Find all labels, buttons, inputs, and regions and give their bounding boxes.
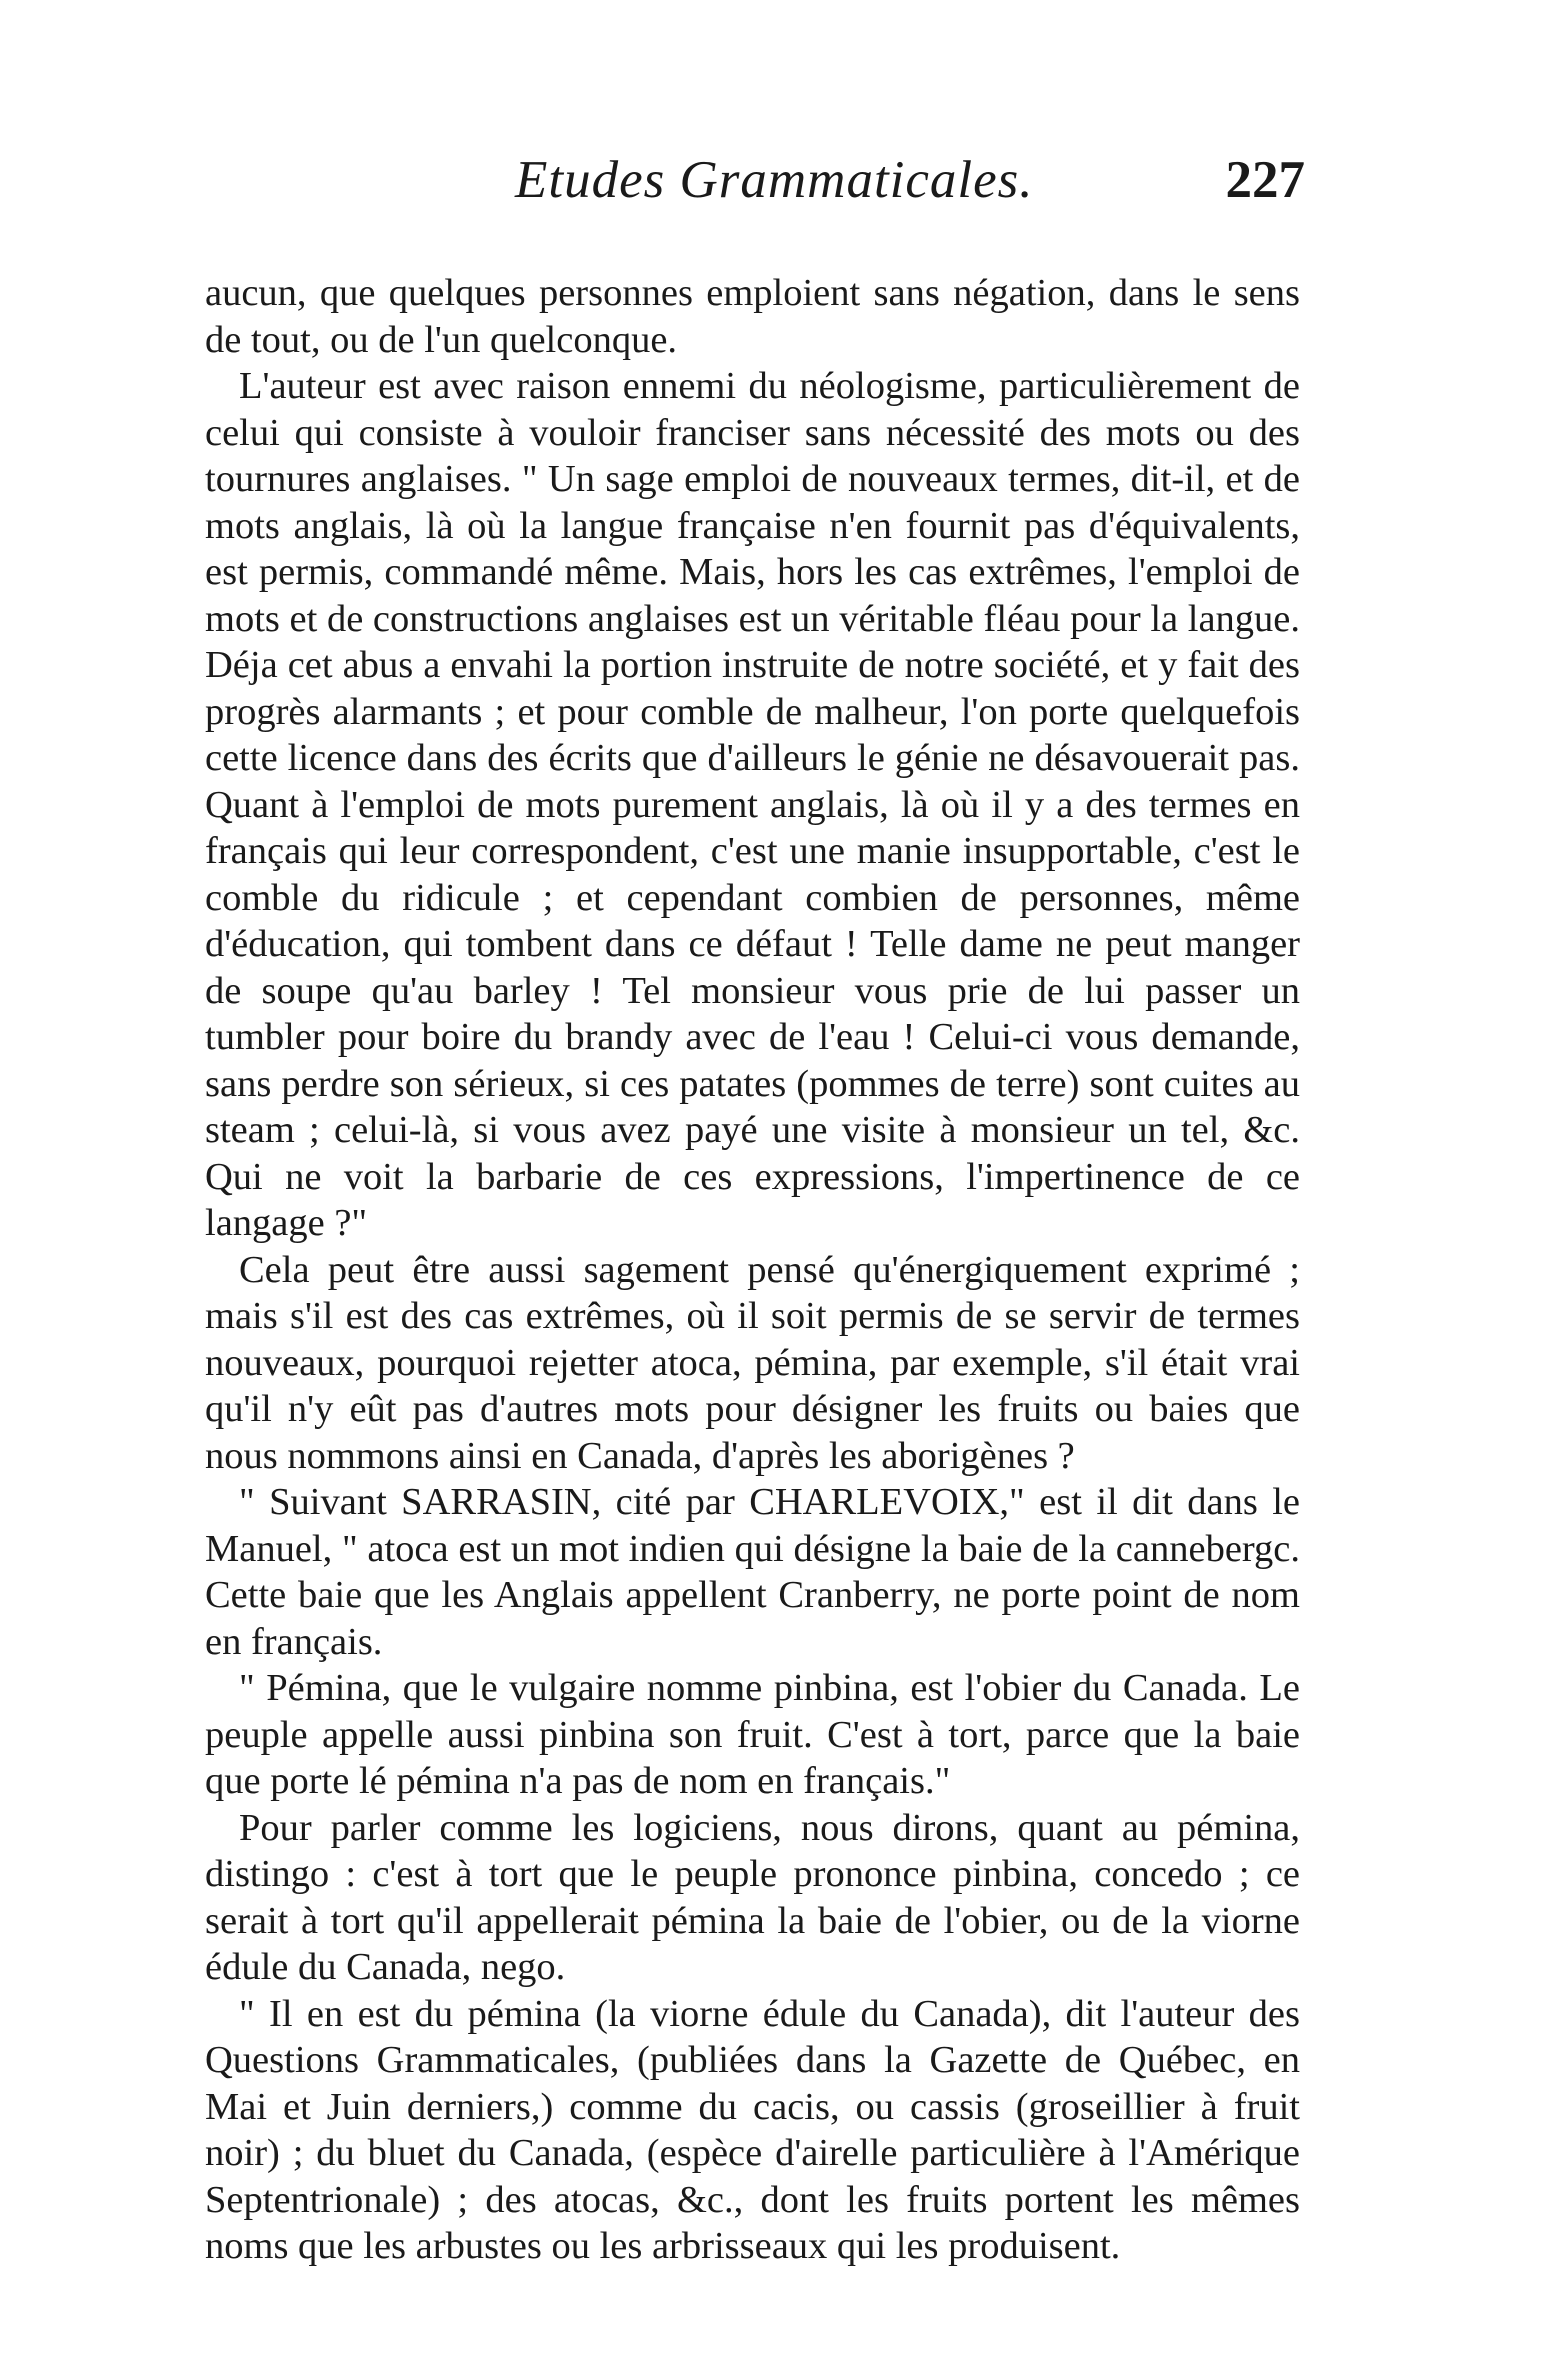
running-head (205, 150, 1305, 230)
paragraph-continued-aucun: aucun, que quelques personnes emploient sans négation, dans le sens de tout, ou de l'un quelconque. (205, 272, 1300, 361)
text-body (205, 270, 1300, 2270)
paragraph-neologisme: L'auteur est avec raison ennemi du néologisme, particulièrement de celui qui consiste à vouloir franciser sans nécessité des mots ou des tournures anglaises. " Un sage emploi de nouveaux termes, dit-il, et de mots anglais, là où la langue française n'en fournit pas d'équivalents, est permis, commandé même. Mais, hors les cas extrêmes, l'emploi de mots et de constructions anglaises est un véritable fléau pour la langue. Déja cet abus a envahi la portion instruite de notre société, et y fait des progrès alarmants ; et pour comble de malheur, l'on porte quelquefois cette licence dans des écrits que d'ailleurs le génie ne désavouerait pas. Quant à l'emploi de mots purement anglais, là où il y a des termes en français qui leur correspondent, c'est une manie insupportable, c'est le comble du ridicule ; et cependant combien de personnes, même d'éducation, qui tombent dans ce défaut ! Telle dame ne peut manger de soupe qu'au barley ! Tel monsieur vous prie de lui passer un tumbler pour boire du brandy avec de l'eau ! Celui-ci vous demande, sans perdre son sérieux, si ces patates (pommes de terre) sont cuites au steam ; celui-là, si vous avez payé une visite à monsieur un tel, &c. Qui ne voit la barbarie de ces expressions, l'impertinence de ce langage ?" (205, 365, 1300, 1244)
page-number: 227 (1225, 151, 1305, 209)
paragraph-pour-parler: Pour parler comme les logiciens, nous dirons, quant au pémina, distingo : c'est à tort que le peuple prononce pinbina, concedo ; ce serait à tort qu'il appellerait pémina la baie de l'obier, ou de la viorne édule du Canada, nego. (205, 1806, 1300, 1988)
paragraph-il-en-est: " Il en est du pémina (la viorne édule du Canada), dit l'auteur des Questions Grammaticales, (publiées dans la Gazette de Québec, en Mai et Juin derniers,) comme du cacis, ou cassis (groseillier à fruit noir) ; du bluet du Canada, (espèce d'airelle particulière à l'Amérique Septentrionale) ; des atocas, &c., dont les fruits portent les mêmes noms que les arbustes ou les arbrisseaux qui les produisent. (205, 1992, 1300, 2267)
running-title: Etudes Grammaticales. (515, 151, 1034, 209)
paragraph-pemina: " Pémina, que le vulgaire nomme pinbina, est l'obier du Canada. Le peuple appelle aussi pinbina son fruit. C'est à tort, parce que la baie que porte lé pémina n'a pas de nom en français." (205, 1667, 1300, 1802)
page-footer-space (205, 2240, 1300, 2260)
paragraph-cela-peut-etre: Cela peut être aussi sagement pensé qu'énergiquement exprimé ; mais s'il est des cas extrêmes, où il soit permis de se servir de termes nouveaux, pourquoi rejetter atoca, pémina, par exemple, s'il était vrai qu'il n'y eût pas d'autres mots pour désigner les fruits ou baies que nous nommons ainsi en Canada, d'après les aborigènes ? (205, 1248, 1300, 1477)
paragraph-suivant-sarrasin: " Suivant SARRASIN, cité par CHARLEVOIX," est il dit dans le Manuel, " atoca est un mot indien qui désigne la baie de la cannebergc. Cette baie que les Anglais appellent Cranberry, ne porte point de nom en français. (205, 1481, 1300, 1663)
